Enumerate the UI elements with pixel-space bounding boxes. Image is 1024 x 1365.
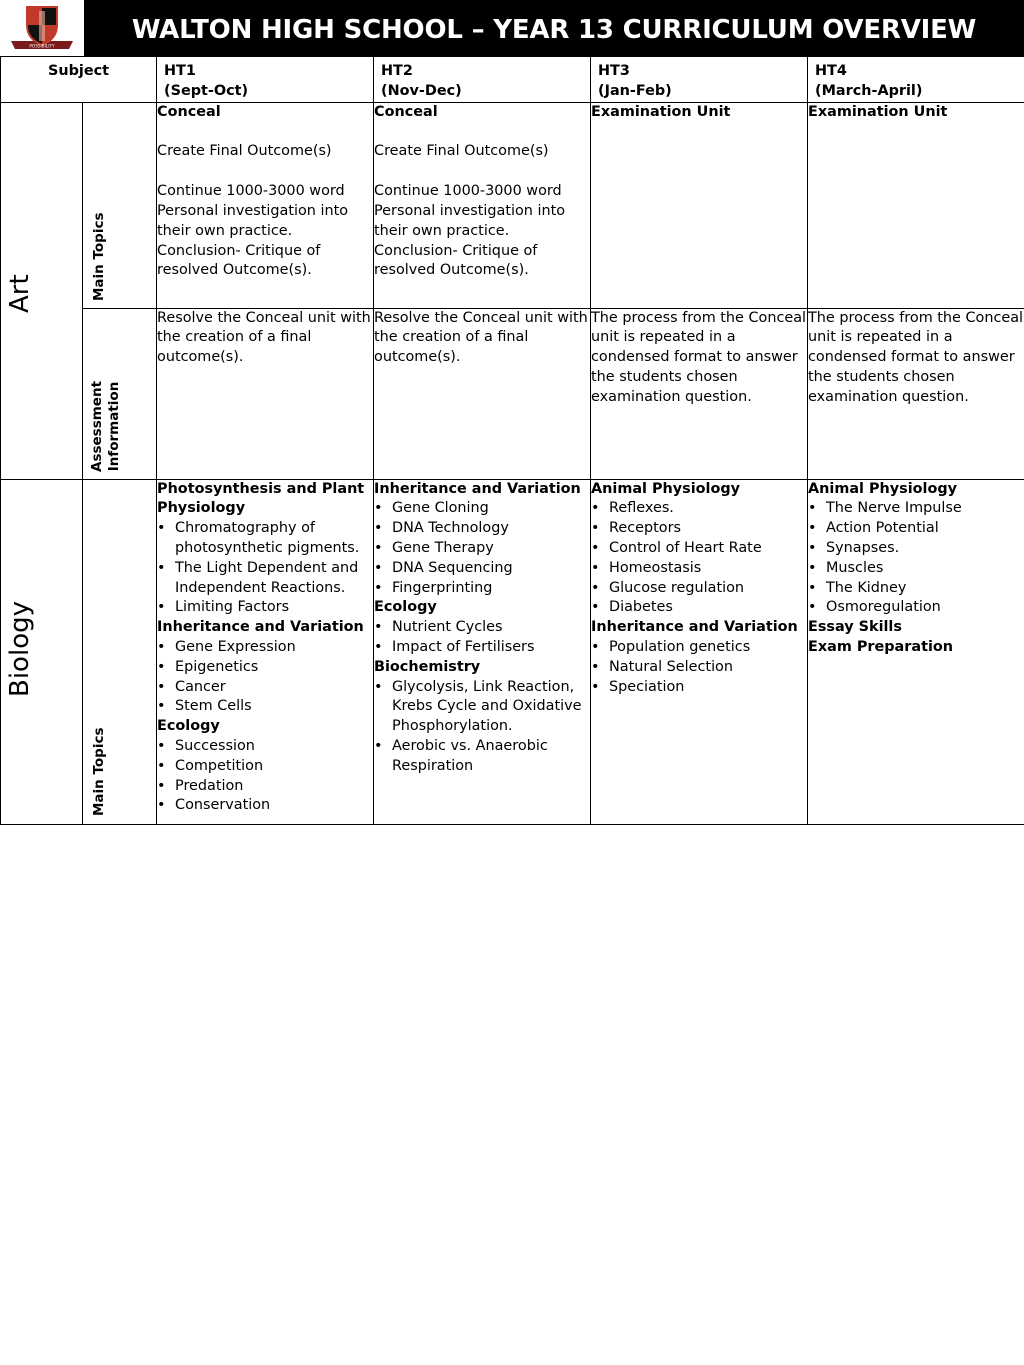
biology-main-topics-row [1, 479, 1024, 824]
list-item: • Receptors [591, 519, 807, 539]
art-main-topics-row [1, 102, 1024, 308]
topic-list [591, 638, 807, 697]
art-ht3-main: Examination Unit [591, 102, 808, 308]
row-label-assessment: Assessment Information [89, 380, 122, 472]
list-item: • Impact of Fertilisers [374, 638, 590, 658]
list-item: • Epigenetics [157, 658, 373, 678]
art-ht1-main: Conceal Create Final Outcome(s) Continue 1000-3000 word Personal investigation into their own practice. Conclusion- Critique of resolved Outcome(s). [157, 102, 374, 308]
list-item: • Natural Selection [591, 658, 807, 678]
svg-text:POSSIBILITY: POSSIBILITY [29, 43, 55, 49]
list-item: • The Light Dependent and Independent Reactions. [157, 559, 373, 599]
list-item: • Conservation [157, 796, 373, 816]
topic-list [157, 737, 373, 816]
art-ht3-assessment: The process from the Conceal unit is repeated in a condensed format to answer the students chosen examination question. [591, 308, 808, 479]
list-item: • The Nerve Impulse [808, 499, 1024, 519]
topic-list [591, 499, 807, 618]
topic-list [808, 499, 1024, 618]
list-item: • Nutrient Cycles [374, 618, 590, 638]
art-assessment-row [1, 308, 1024, 479]
list-item: • Diabetes [591, 598, 807, 618]
row-label-main-topics: Main Topics [91, 212, 107, 301]
curriculum-table [0, 56, 1024, 825]
school-logo [0, 0, 84, 56]
biology-subject-cell [1, 479, 83, 824]
topic-list [374, 618, 590, 658]
biology-subject-name: Biology [5, 600, 35, 697]
topic-list [374, 499, 590, 598]
list-item: • Succession [157, 737, 373, 757]
art-assessment-label-cell [83, 308, 157, 479]
list-item: • Glycolysis, Link Reaction, Krebs Cycle and Oxidative Phosphorylation. [374, 678, 590, 737]
ht1-column-header: HT1 (Sept-Oct) [157, 57, 374, 103]
ht3-column-header: HT3 (Jan-Feb) [591, 57, 808, 103]
topic-list [157, 638, 373, 717]
list-item: • Gene Cloning [374, 499, 590, 519]
list-item: • Limiting Factors [157, 598, 373, 618]
list-item: • The Kidney [808, 579, 1024, 599]
page-header [0, 0, 1024, 56]
subject-column-header: Subject [1, 57, 157, 103]
list-item: • Chromatography of photosynthetic pigments. [157, 519, 373, 559]
list-item: • Reflexes. [591, 499, 807, 519]
list-item: • DNA Technology [374, 519, 590, 539]
page-title: WALTON HIGH SCHOOL – YEAR 13 CURRICULUM OVERVIEW [131, 15, 977, 45]
list-item: • Osmoregulation [808, 598, 1024, 618]
art-ht4-main: Examination Unit [808, 102, 1024, 308]
list-item: • Population genetics [591, 638, 807, 658]
topic-list [157, 519, 373, 618]
art-ht4-assessment: The process from the Conceal unit is repeated in a condensed format to answer the students chosen examination question. [808, 308, 1024, 479]
header-row [1, 57, 1024, 103]
school-crest-icon [7, 3, 77, 53]
list-item: • Synapses. [808, 539, 1024, 559]
art-ht2-assessment: Resolve the Conceal unit with the creation of a final outcome(s). [374, 308, 591, 479]
ht2-column-header: HT2 (Nov-Dec) [374, 57, 591, 103]
biology-ht3-main: Animal Physiology • Reflexes. • Receptors • Control of Heart Rate • Homeostasis • Glucose regulation • Diabetes Inheritance and Variation • Population genetics • Natural Selection • Speciation [591, 479, 808, 824]
biology-ht2-main: Inheritance and Variation • Gene Cloning • DNA Technology • Gene Therapy • DNA Sequencing • Fingerprinting Ecology • Nutrient Cycles • Impact of Fertilisers Biochemistry • Glycolysis, Link Reaction, Krebs Cycle and Oxidative Phosphorylation. • Aerobic vs. Anaerobic Respiration [374, 479, 591, 824]
list-item: • Homeostasis [591, 559, 807, 579]
list-item: • Speciation [591, 678, 807, 698]
art-subject-cell [1, 102, 83, 479]
list-item: • Gene Expression [157, 638, 373, 658]
biology-main-topics-label-cell [83, 479, 157, 824]
list-item: • Fingerprinting [374, 579, 590, 599]
art-main-topics-label-cell [83, 102, 157, 308]
list-item: • Aerobic vs. Anaerobic Respiration [374, 737, 590, 777]
art-ht1-assessment: Resolve the Conceal unit with the creation of a final outcome(s). [157, 308, 374, 479]
ht4-column-header: HT4 (March-April) [808, 57, 1024, 103]
list-item: • Competition [157, 757, 373, 777]
biology-ht4-main: Animal Physiology • The Nerve Impulse • Action Potential • Synapses. • Muscles • The Kidney • Osmoregulation Essay Skills Exam Preparation [808, 479, 1024, 824]
list-item: • Predation [157, 777, 373, 797]
list-item: • DNA Sequencing [374, 559, 590, 579]
row-label-main-topics: Main Topics [91, 727, 107, 816]
list-item: • Stem Cells [157, 697, 373, 717]
list-item: • Action Potential [808, 519, 1024, 539]
list-item: • Cancer [157, 678, 373, 698]
list-item: • Muscles [808, 559, 1024, 579]
list-item: • Gene Therapy [374, 539, 590, 559]
art-subject-name: Art [5, 273, 35, 313]
art-ht2-main: Conceal Create Final Outcome(s) Continue 1000-3000 word Personal investigation into their own practice. Conclusion- Critique of resolved Outcome(s). [374, 102, 591, 308]
topic-list [374, 678, 590, 777]
biology-ht1-main: Photosynthesis and Plant Physiology • Chromatography of photosynthetic pigments. • The Light Dependent and Independent Reactions. • Limiting Factors Inheritance and Variation • Gene Expression • Epigenetics • Cancer • Stem Cells Ecology • Succession • Competition • Predation • Conservation [157, 479, 374, 824]
list-item: • Control of Heart Rate [591, 539, 807, 559]
list-item: • Glucose regulation [591, 579, 807, 599]
